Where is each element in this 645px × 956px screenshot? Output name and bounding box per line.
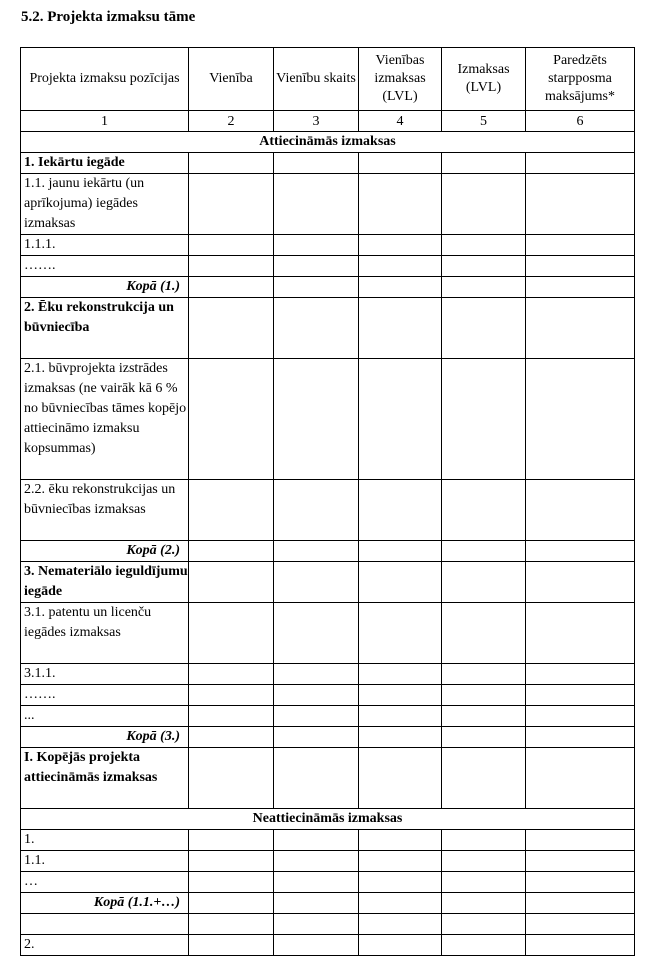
section-header-row: [21, 132, 635, 153]
table-cell: [189, 480, 274, 541]
table-cell: [442, 748, 526, 809]
table-row: [21, 359, 635, 480]
table-cell: [189, 727, 274, 748]
table-cell: [189, 174, 274, 235]
table-cell: [189, 830, 274, 851]
table-cell: [526, 935, 635, 956]
table-cell: [442, 893, 526, 914]
column-number: 5: [442, 111, 526, 132]
section-title-ineligible: Neattiecināmās izmaksas: [21, 809, 635, 830]
table-cell: [189, 685, 274, 706]
table-cell: [189, 706, 274, 727]
table-cell: [189, 359, 274, 480]
table-cell: [359, 914, 442, 935]
grand-total-row: [21, 748, 635, 809]
table-cell: [442, 541, 526, 562]
table-cell: [442, 603, 526, 664]
table-cell: [189, 893, 274, 914]
table-cell: [442, 872, 526, 893]
table-cell: [526, 256, 635, 277]
position-cell: ...: [21, 706, 189, 727]
table-row: [21, 153, 635, 174]
table-cell: [442, 914, 526, 935]
column-header: Vienība: [189, 48, 274, 111]
table-cell: [359, 830, 442, 851]
table-cell: [359, 603, 442, 664]
table-cell: [274, 541, 359, 562]
table-cell: [359, 727, 442, 748]
table-cell: [526, 851, 635, 872]
table-cell: [274, 235, 359, 256]
position-cell: 1.1.: [21, 851, 189, 872]
table-cell: [189, 935, 274, 956]
table-cell: [274, 893, 359, 914]
table-cell: [526, 235, 635, 256]
column-header: Vienības izmaksas (LVL): [359, 48, 442, 111]
subtotal-row: [21, 893, 635, 914]
table-row: [21, 298, 635, 359]
column-header: Izmaksas (LVL): [442, 48, 526, 111]
table-cell: [359, 235, 442, 256]
table-cell: [274, 685, 359, 706]
table-cell: [526, 562, 635, 603]
table-cell: [526, 359, 635, 480]
subtotal-row: [21, 541, 635, 562]
table-cell: [526, 685, 635, 706]
subtotal-label: Kopā (1.): [21, 277, 189, 298]
position-cell: 1.1.1.: [21, 235, 189, 256]
subtotal-row: [21, 727, 635, 748]
table-cell: [274, 748, 359, 809]
table-cell: [359, 541, 442, 562]
table-cell: [359, 706, 442, 727]
table-cell: [274, 706, 359, 727]
table-cell: [274, 174, 359, 235]
table-cell: [526, 603, 635, 664]
table-cell: [526, 830, 635, 851]
table-cell: [442, 277, 526, 298]
position-cell: 2.: [21, 935, 189, 956]
position-cell: 2. Ēku rekonstrukcija un būvniecība: [21, 298, 189, 359]
table-row: [21, 830, 635, 851]
column-number-row: [21, 111, 635, 132]
table-cell: [274, 914, 359, 935]
table-cell: [189, 298, 274, 359]
table-cell: [189, 153, 274, 174]
table-cell: [359, 893, 442, 914]
table-cell: [526, 541, 635, 562]
table-cell: [442, 359, 526, 480]
table-cell: [442, 235, 526, 256]
table-cell: [274, 480, 359, 541]
table-cell: [442, 727, 526, 748]
table-cell: [359, 277, 442, 298]
position-cell: 2.2. ēku rekonstrukcijas un būvniecības izmaksas: [21, 480, 189, 541]
table-cell: [359, 748, 442, 809]
table-header-row: [21, 48, 635, 111]
table-cell: [274, 603, 359, 664]
position-cell: …: [21, 872, 189, 893]
table-row: [21, 872, 635, 893]
subtotal-label: Kopā (1.1.+…): [21, 893, 189, 914]
page-title: 5.2. Projekta izmaksu tāme: [21, 9, 196, 25]
table-cell: [526, 480, 635, 541]
table-cell: [526, 706, 635, 727]
grand-total-label: I. Kopējās projekta attiecināmās izmaksas: [21, 748, 189, 809]
table-cell: [359, 872, 442, 893]
column-header: Paredzēts starpposma maksājums*: [526, 48, 635, 111]
table-cell: [526, 893, 635, 914]
table-row: [21, 480, 635, 541]
position-cell: …….: [21, 685, 189, 706]
section-header-row: [21, 809, 635, 830]
table-row: [21, 935, 635, 956]
column-number: 1: [21, 111, 189, 132]
table-cell: [359, 359, 442, 480]
table-cell: [526, 153, 635, 174]
table-cell: [359, 935, 442, 956]
table-cell: [442, 706, 526, 727]
table-row: [21, 562, 635, 603]
subtotal-row: [21, 277, 635, 298]
table-cell: [359, 298, 442, 359]
table-cell: [274, 935, 359, 956]
table-row: [21, 851, 635, 872]
table-cell: [189, 664, 274, 685]
table-cell: [526, 748, 635, 809]
table-cell: [274, 851, 359, 872]
table-cell: [526, 872, 635, 893]
table-row: [21, 256, 635, 277]
table-cell: [442, 153, 526, 174]
table-cell: [526, 174, 635, 235]
subtotal-label: Kopā (3.): [21, 727, 189, 748]
column-number: 4: [359, 111, 442, 132]
table-cell: [359, 664, 442, 685]
table-row: [21, 603, 635, 664]
position-cell: 1. Iekārtu iegāde: [21, 153, 189, 174]
table-cell: [442, 298, 526, 359]
position-cell: 1.1. jaunu iekārtu (un aprīkojuma) iegādes izmaksas: [21, 174, 189, 235]
table-cell: [359, 174, 442, 235]
table-cell: [526, 277, 635, 298]
table-cell: [442, 562, 526, 603]
table-cell: [189, 541, 274, 562]
column-number: 6: [526, 111, 635, 132]
position-cell: [21, 914, 189, 935]
table-cell: [274, 727, 359, 748]
budget-table: [20, 47, 635, 956]
subtotal-label: Kopā (2.): [21, 541, 189, 562]
table-cell: [274, 872, 359, 893]
table-cell: [442, 830, 526, 851]
table-cell: [274, 664, 359, 685]
position-cell: 3.1.1.: [21, 664, 189, 685]
table-cell: [189, 277, 274, 298]
table-cell: [274, 153, 359, 174]
table-cell: [274, 256, 359, 277]
column-number: 2: [189, 111, 274, 132]
section-title-eligible: Attiecināmās izmaksas: [21, 132, 635, 153]
table-cell: [359, 480, 442, 541]
table-cell: [526, 914, 635, 935]
table-cell: [189, 748, 274, 809]
table-cell: [442, 480, 526, 541]
table-cell: [526, 664, 635, 685]
table-cell: [442, 685, 526, 706]
table-cell: [359, 851, 442, 872]
column-number: 3: [274, 111, 359, 132]
table-cell: [189, 235, 274, 256]
position-cell: …….: [21, 256, 189, 277]
table-cell: [189, 851, 274, 872]
table-row: [21, 914, 635, 935]
table-row: [21, 235, 635, 256]
table-row: [21, 174, 635, 235]
table-row: [21, 664, 635, 685]
table-cell: [189, 914, 274, 935]
table-cell: [189, 872, 274, 893]
table-row: [21, 706, 635, 727]
table-cell: [359, 256, 442, 277]
table-cell: [526, 727, 635, 748]
table-cell: [189, 562, 274, 603]
table-cell: [359, 153, 442, 174]
table-cell: [442, 664, 526, 685]
table-cell: [359, 562, 442, 603]
table-cell: [189, 256, 274, 277]
table-cell: [442, 174, 526, 235]
table-row: [21, 685, 635, 706]
table-cell: [274, 359, 359, 480]
position-cell: 1.: [21, 830, 189, 851]
table-cell: [359, 685, 442, 706]
position-cell: 2.1. būvprojekta izstrādes izmaksas (ne vairāk kā 6 % no būvniecības tāmes kopējo attiecināmo izmaksu kopsummas): [21, 359, 189, 480]
table-cell: [274, 562, 359, 603]
table-cell: [274, 298, 359, 359]
table-cell: [442, 256, 526, 277]
table-cell: [274, 277, 359, 298]
table-cell: [189, 603, 274, 664]
table-cell: [274, 830, 359, 851]
column-header: Vienību skaits: [274, 48, 359, 111]
position-cell: 3.1. patentu un licenču iegādes izmaksas: [21, 603, 189, 664]
position-cell: 3. Nemateriālo ieguldījumu iegāde: [21, 562, 189, 603]
column-header: Projekta izmaksu pozīcijas: [21, 48, 189, 111]
table-cell: [442, 935, 526, 956]
table-cell: [526, 298, 635, 359]
table-cell: [442, 851, 526, 872]
